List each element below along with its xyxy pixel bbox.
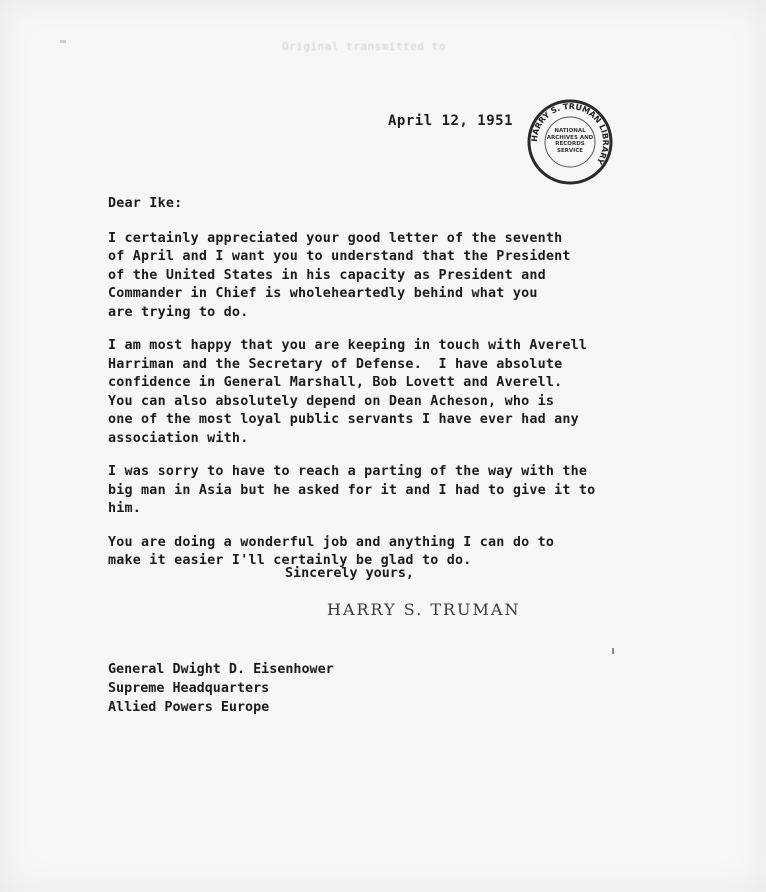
recipient-address bbox=[108, 660, 334, 717]
address-line-2: Supreme Headquarters bbox=[108, 681, 270, 696]
paper-blemish bbox=[60, 40, 66, 43]
salutation: Dear Ike: bbox=[108, 196, 183, 211]
paragraph-3: I was sorry to have to reach a parting of the way with the big man in Asia but he asked for it and I had to give it to him. bbox=[108, 464, 596, 516]
ink-speck bbox=[612, 648, 614, 654]
stamp-inner-text: NATIONAL ARCHIVES AND RECORDS SERVICE bbox=[546, 128, 594, 154]
signature: HARRY S. TRUMAN bbox=[327, 600, 521, 619]
address-line-3: Allied Powers Europe bbox=[108, 700, 270, 715]
faint-header-text: Original transmitted to bbox=[282, 40, 446, 53]
letter-body bbox=[108, 195, 596, 586]
stamp-ring-text: HARRY S. TRUMAN LIBRARY bbox=[529, 101, 611, 166]
address-line-1: General Dwight D. Eisenhower bbox=[108, 662, 334, 677]
paragraph-4: You are doing a wonderful job and anything I can do to make it easier I'll certainly be glad to do. bbox=[108, 534, 555, 568]
paragraph-1: I certainly appreciated your good letter of the seventh of April and I want you to understand that the President of the United States in his capacity as President and Commander in Chief is wholeheartedly behind what you are trying to do. bbox=[108, 230, 571, 320]
archive-stamp-icon bbox=[526, 98, 614, 186]
paragraph-2: I am most happy that you are keeping in touch with Averell Harriman and the Secretary of Defense. I have absolute confidence in General Marshall, Bob Lovett and Averell. You can also absolutely depend on Dean Acheson, who is one of the most loyal public servants I have ever had any association with. bbox=[108, 338, 588, 446]
closing: Sincerely yours, bbox=[285, 566, 414, 581]
letter-date: April 12, 1951 bbox=[388, 113, 514, 129]
